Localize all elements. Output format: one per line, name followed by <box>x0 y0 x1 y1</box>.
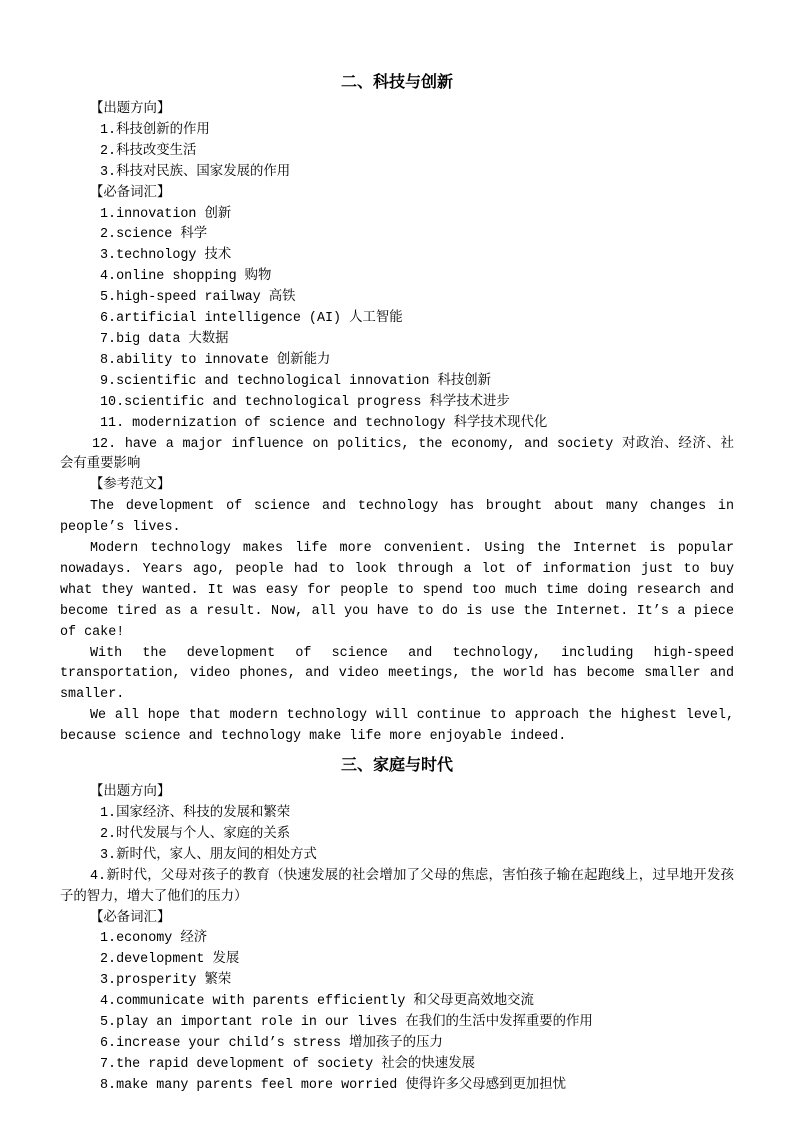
vocab-item: 8.ability to innovate 创新能力 <box>100 352 331 368</box>
sample-essay-paragraph: With the development of science and technology, including high-speed transportation, video phones, and video meetings, the world has become smaller and smaller. <box>60 645 734 703</box>
vocab-item: 8.make many parents feel more worried 使得许多父母感到更加担忧 <box>100 1077 567 1093</box>
sample-essay-paragraph: Modern technology makes life more convenient. Using the Internet is popular nowadays. Years ago, people had to look through a lot of information just to buy what they wanted. It was easy for people to spend too much time doing research and become tired as a result. Now, all you have to do is use the Internet. It’s a piece of cake! <box>60 541 734 640</box>
direction-item: 1.国家经济、科技的发展和繁荣 <box>100 806 291 821</box>
vocab-item: 7.big data 大数据 <box>100 331 229 347</box>
direction-label: 【出题方向】 <box>90 102 171 117</box>
vocab-item: 4.communicate with parents efficiently 和父母更高效地交流 <box>100 994 534 1010</box>
vocab-item: 1.innovation 创新 <box>100 206 232 222</box>
direction-item: 3.科技对民族、国家发展的作用 <box>100 164 291 180</box>
section-title-technology: 二、科技与创新 <box>340 72 453 91</box>
vocab-item: 9.scientific and technological innovation 科技创新 <box>100 373 492 389</box>
vocab-item: 4.online shopping 购物 <box>100 269 272 285</box>
vocab-item: 2.development 发展 <box>100 952 240 968</box>
sample-essay-paragraph: The development of science and technology has brought about many changes in people’s lives. <box>60 499 734 536</box>
vocab-item: 12. have a major influence on politics, the economy, and society 对政治、经济、社会有重要影响 <box>60 436 734 473</box>
section-title-family: 三、家庭与时代 <box>340 755 453 775</box>
direction-item: 2.科技改变生活 <box>100 143 197 159</box>
sample-essay-label: 【参考范文】 <box>90 478 171 494</box>
vocab-item: 11. modernization of science and technology 科学技术现代化 <box>100 415 548 431</box>
vocab-item: 6.increase your child’s stress 增加孩子的压力 <box>100 1035 443 1051</box>
direction-item: 1.科技创新的作用 <box>100 122 210 138</box>
sample-essay-paragraph: We all hope that modern technology will continue to approach the highest level, because science and technology make life more enjoyable indeed. <box>60 708 734 745</box>
direction-item: 2.时代发展与个人、家庭的关系 <box>100 826 291 842</box>
document-page <box>60 68 734 1097</box>
vocab-item: 7.the rapid development of society 社会的快速发展 <box>100 1056 475 1072</box>
vocab-item: 6.artificial intelligence (AI) 人工智能 <box>100 311 403 327</box>
vocab-item: 5.play an important role in our lives 在我们的生活中发挥重要的作用 <box>100 1015 593 1031</box>
vocab-item: 10.scientific and technological progress 科学技术进步 <box>100 394 510 410</box>
vocab-item: 5.high-speed railway 高铁 <box>100 290 296 306</box>
vocab-item: 1.economy 经济 <box>100 931 208 947</box>
vocab-label: 【必备词汇】 <box>90 185 171 201</box>
direction-label: 【出题方向】 <box>90 785 171 801</box>
direction-item: 3.新时代，家人、朋友间的相处方式 <box>100 847 317 863</box>
vocab-item: 2.science 科学 <box>100 227 208 243</box>
vocab-item: 3.technology 技术 <box>100 248 232 264</box>
vocab-item: 3.prosperity 繁荣 <box>100 973 232 989</box>
vocab-label: 【必备词汇】 <box>90 910 171 926</box>
direction-item: 4.新时代，父母对孩子的教育（快速发展的社会增加了父母的焦虑，害怕孩子输在起跑线上，过早地开发孩子的智力，增大了他们的压力） <box>60 868 734 905</box>
